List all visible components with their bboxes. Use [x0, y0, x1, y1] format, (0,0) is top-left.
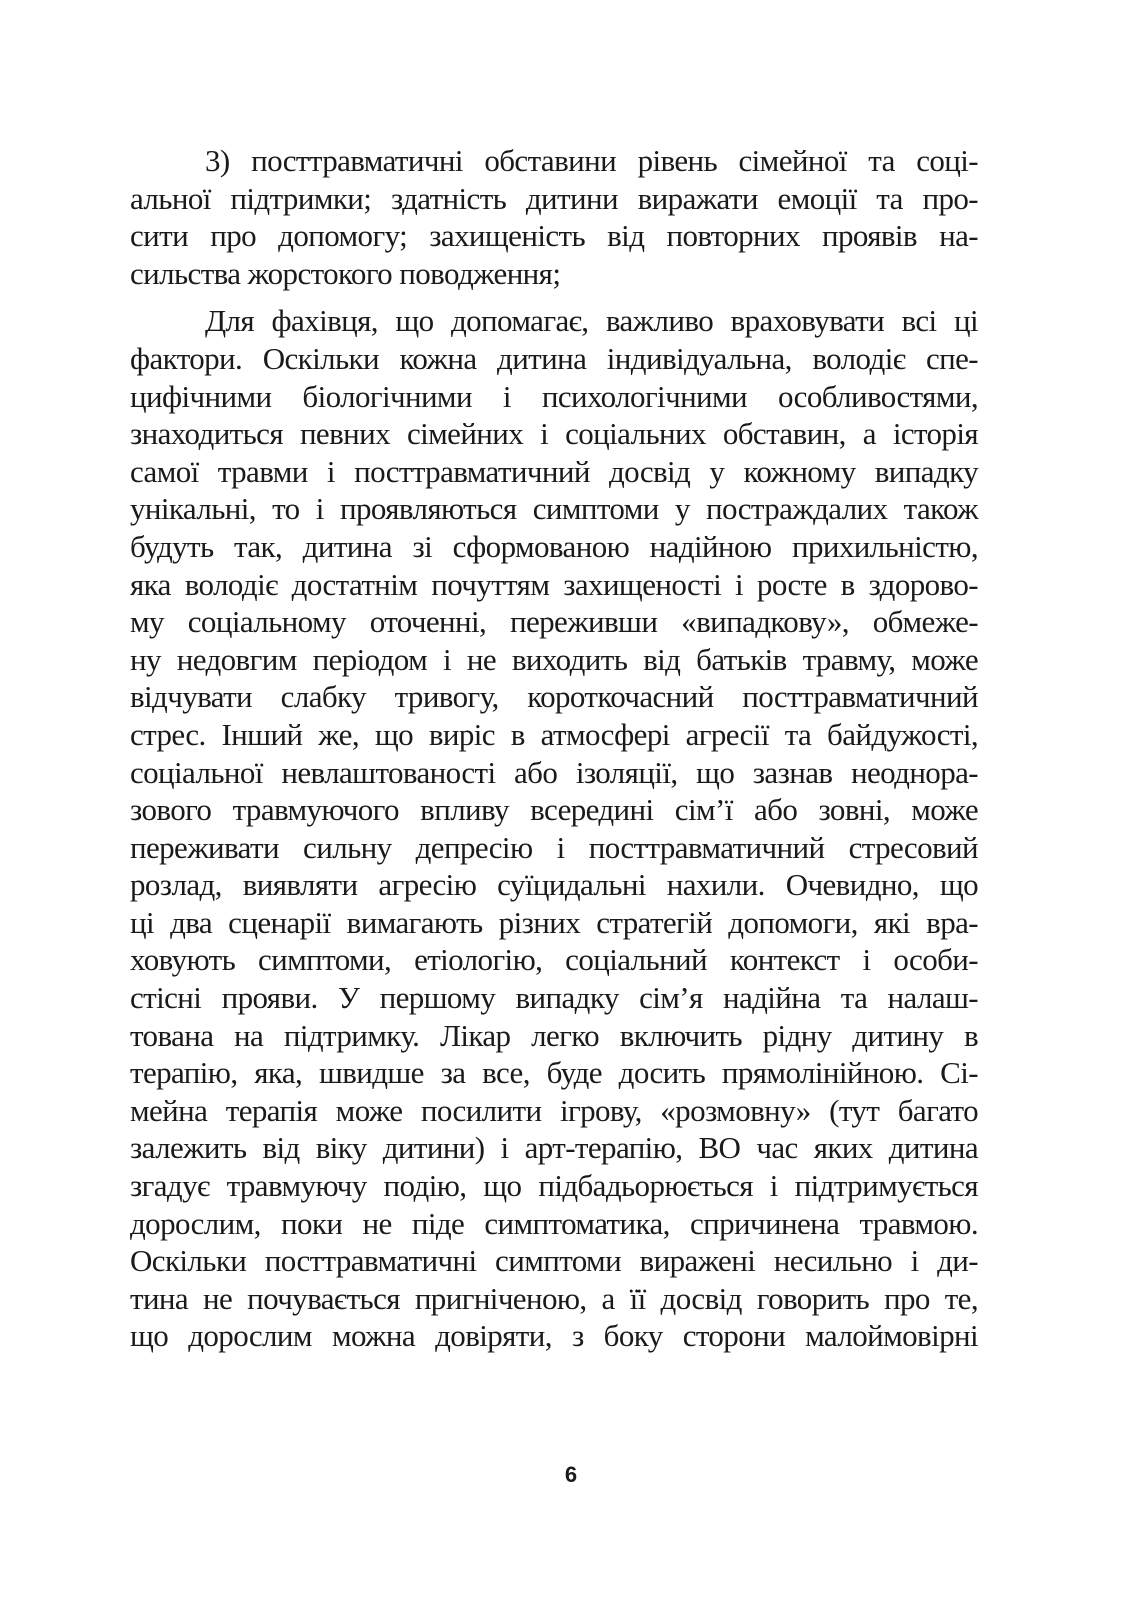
text-line: розлад, виявляти агресію суїцидальні нахили. Очевидно, що	[130, 867, 978, 903]
text-line: ці два сценарії вимагають різних стратегій допомоги, які вра-	[130, 904, 978, 940]
text-line: тина не почувається пригніченою, а її досвід говорить про те,	[130, 1280, 978, 1316]
text-line: Для фахівця, що допомагає, важливо враховувати всі ці	[205, 303, 978, 339]
text-line: яка володіє достатнім почуттям захищеності і росте в здорово-	[130, 566, 978, 602]
text-line: будуть так, дитина зі сформованою надійною прихильністю,	[130, 528, 978, 564]
text-line: відчувати слабку тривогу, короткочасний посттравматичний	[130, 679, 978, 715]
text-line: згадує травмуючу подію, що підбадьорюється і підтримується	[130, 1168, 978, 1204]
paragraph-posttraumatic-circumstances	[130, 142, 978, 292]
text-line: фактори. Оскільки кожна дитина індивідуальна, володіє спе-	[130, 340, 978, 376]
text-line: унікальні, то і проявляються симптоми у постраждалих також	[130, 491, 978, 527]
text-line: мейна терапія може посилити ігрову, «розмовну» (тут багато	[130, 1092, 978, 1128]
text-line: переживати сильну депресію і посттравматичний стресовий	[130, 829, 978, 865]
text-line: сильства жорстокого поводження;	[130, 255, 561, 291]
text-line: му соціальному оточенні, переживши «випадкову», обмеже-	[130, 604, 978, 640]
text-line: цифічними біологічними і психологічними особливостями,	[130, 378, 978, 414]
text-line: самої травми і посттравматичний досвід у кожному випадку	[130, 453, 978, 489]
text-line: що дорослим можна довіряти, з боку сторони малоймовірні	[130, 1318, 978, 1354]
text-line: ну недовгим періодом і не виходить від батьків травму, може	[130, 641, 978, 677]
text-line: терапію, яка, швидше за все, буде досить прямолінійною. Сі-	[130, 1055, 978, 1091]
text-line: соціальної невлаштованості або ізоляції, що зазнав неоднора-	[130, 754, 978, 790]
text-line: дорослим, поки не піде симптоматика, спричинена травмою.	[130, 1205, 978, 1241]
text-line: альної підтримки; здатність дитини виражати емоції та про-	[130, 180, 978, 216]
text-line: Оскільки посттравматичні симптоми виражені несильно і ди-	[130, 1243, 978, 1279]
document-body	[130, 142, 978, 1355]
text-line: стісні прояви. У першому випадку сім’я надійна та налаш-	[130, 980, 978, 1016]
text-line: ховують симптоми, етіологію, соціальний контекст і особи-	[130, 942, 978, 978]
text-line: сити про допомогу; захищеність від повторних проявів на-	[130, 218, 978, 254]
text-line: зового травмуючого впливу всередині сім’ї або зовні, може	[130, 792, 978, 828]
text-line: знаходиться певних сімейних і соціальних обставин, а історія	[130, 416, 978, 452]
text-line: 3) посттравматичні обставини рівень сімейної та соці-	[205, 143, 978, 178]
text-line: залежить від віку дитини) і арт-терапію, ВО час яких дитина	[130, 1130, 978, 1166]
page-number: 6	[564, 1462, 578, 1487]
text-line: тована на підтримку. Лікар легко включить рідну дитину в	[130, 1017, 978, 1053]
text-line: стрес. Інший же, що виріс в атмосфері агресії та байдужості,	[130, 716, 978, 752]
paragraph-specialist-factors	[130, 302, 978, 1355]
